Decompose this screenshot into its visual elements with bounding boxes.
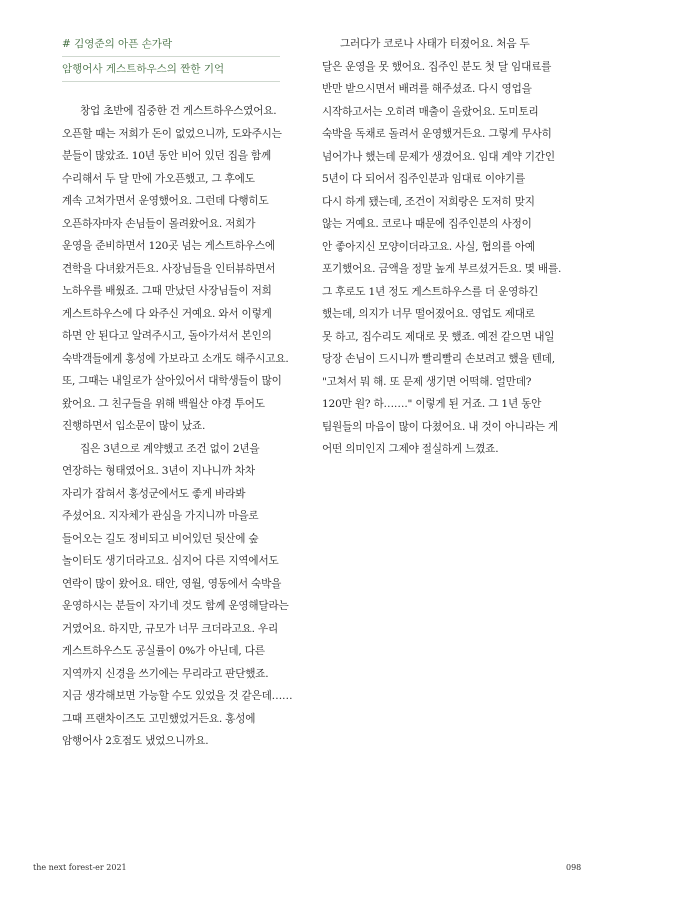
right-column xyxy=(322,33,592,461)
article-title: 암행어사 게스트하우스의 짠한 기억 xyxy=(62,62,280,82)
left-paragraph-1: 창업 초반에 집중한 건 게스트하우스였어요. 오픈할 때는 저희가 돈이 없었으니까, 도와주시는 분들이 많았죠. 10년 동안 비어 있던 집을 함께 수리해서 두 달 만에 가오픈했고, 그 후에도 계속 고쳐가면서 운영했어요. 그런데 다행히도 오픈하자마자 손님들이 몰려왔어요. 저희가 운영을 준비하면서 120곳 넘는 게스트하우스에 견학을 다녀왔거든요. 사장님들을 인터뷰하면서 노하우를 배웠죠. 그때 만났던 사장님들이 저희 게스트하우스에 다 와주신 거예요. 와서 이렇게 하면 안 된다고 알려주시고, 돌아가셔서 본인의 숙박객들에게 홍성에 가보라고 소개도 해주시고요. 또, 그때는 내일로가 살아있어서 대학생들이 많이 왔어요. 그 친구들을 위해 백월산 야경 투어도 진행하면서 입소문이 많이 났죠. xyxy=(62,105,289,432)
left-column xyxy=(62,100,302,753)
publication-footer: the next forest-er 2021 xyxy=(33,863,127,872)
page-number: 098 xyxy=(566,863,582,872)
right-paragraph-1: 그러다가 코로나 사태가 터졌어요. 처음 두 달은 운영을 못 했어요. 집주인 분도 첫 달 임대료를 반만 받으시면서 배려를 해주셨죠. 다시 영업을 시작하고서는 오히려 매출이 올랐어요. 도미토리 숙박을 독채로 돌려서 운영했거든요. 그렇게 무사히 넘어가나 했는데 문제가 생겼어요. 임대 계약 기간인 5년이 다 되어서 집주인분과 임대료 이야기를 다시 하게 됐는데, 조건이 저희랑은 도저히 맞지 않는 거예요. 코로나 때문에 집주인분의 사정이 안 좋아지신 모양이더라고요. 사실, 협의를 아예 포기했어요. 금액을 정말 높게 부르셨거든요. 몇 배를. 그 후로도 1년 정도 게스트하우스를 더 운영하긴 했는데, 의지가 너무 떨어졌어요. 영업도 제대로 못 하고, 집수리도 제대로 못 했죠. 예전 같으면 내일 당장 손님이 드시니까 빨리빨리 손보려고 했을 텐데, "고쳐서 뭐 해. 또 문제 생기면 어떡해. 얼만데? 120만 원? 하……." 이렇게 된 거죠. 그 1년 동안 팀원들의 마음이 많이 다쳤어요. 내 것이 아니라는 게 어떤 의미인지 그제야 절실하게 느꼈죠. xyxy=(322,38,562,455)
article-header xyxy=(62,37,280,87)
series-label: # 김영준의 아픈 손가락 xyxy=(62,37,280,57)
left-paragraph-2: 집은 3년으로 계약했고 조건 없이 2년을 연장하는 형태였어요. 3년이 지나니까 차차 자리가 잡혀서 홍성군에서도 좋게 바라봐 주셨어요. 지자체가 관심을 가지니까 마을로 들어오는 길도 정비되고 비어있던 뒷산에 숲 놀이터도 생기더라고요. 심지어 다른 지역에서도 연락이 많이 왔어요. 태안, 영월, 영동에서 숙박을 운영하시는 분들이 자기네 것도 함께 운영해달라는 거였어요. 하지만, 규모가 너무 크더라고요. 우리 게스트하우스도 공실률이 0%가 아닌데, 다른 지역까지 신경을 쓰기에는 무리라고 판단했죠. 지금 생각해보면 가능할 수도 있었을 것 같은데…… 그때 프랜차이즈도 고민했었거든요. 홍성에 암행어사 2호점도 냈었으니까요. xyxy=(62,442,293,747)
